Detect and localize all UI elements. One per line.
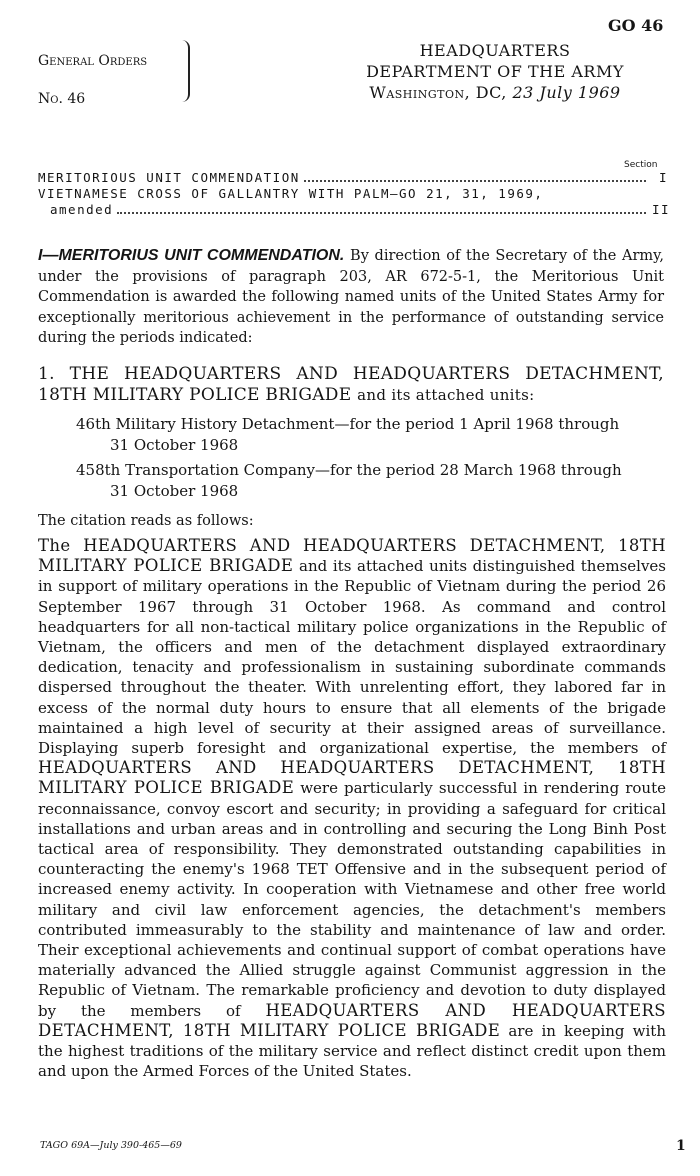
toc-row <box>38 202 671 218</box>
toc-leader <box>304 170 646 182</box>
toc-title: amended <box>50 202 114 217</box>
toc-section: I <box>658 170 668 185</box>
place-date <box>340 82 650 103</box>
citation-unit-name: HEADQUARTERS AND HEADQUARTERS DETACHMENT, 18TH MILITARY POLICE BRIGADE <box>38 1000 666 1040</box>
hq-line-1: HEADQUARTERS <box>419 41 571 60</box>
hq-line-2: DEPARTMENT OF THE ARMY <box>366 62 624 81</box>
headquarters-block <box>340 40 650 103</box>
go-number: GO 46 <box>608 16 664 35</box>
sub-unit-line: 458th Transportation Company—for the period 28 March 1968 through <box>76 461 622 479</box>
page-number: 1 <box>676 1138 686 1154</box>
sub-unit-item <box>76 414 664 455</box>
toc-title: MERITORIOUS UNIT COMMENDATION <box>38 170 300 185</box>
section-text: By direction of the Secretary of the Army, under the provisions of paragraph 203, AR 672-5-1, the Meritorious Unit Commendation is awarded the following named units of the United States Army for exceptionally meritorious achievement in the performance of outstanding service during the periods indicated: <box>38 248 665 346</box>
citation-intro: The citation reads as follows: <box>38 513 254 529</box>
citation-unit-name: The HEADQUARTERS AND HEADQUARTERS DETACHMENT, 18TH MILITARY POLICE BRIGADE <box>38 536 666 576</box>
toc-column-label: Section <box>624 160 658 170</box>
citation-unit-name: HEADQUARTERS AND HEADQUARTERS DETACHMENT, 18TH MILITARY POLICE BRIGADE <box>38 758 666 798</box>
sub-unit-line: 46th Military History Detachment—for the period 1 April 1968 through <box>76 415 620 433</box>
orders-number: No. 46 <box>38 91 86 107</box>
citation-body: and its attached units distinguished themselves in support of military operations in the Republic of Vietnam during the period 26 September 1967 through 31 October 1968. As command and control headquarters for all non-tactical military police organizations in the Republic of Vietnam, the officers and men of the detachment displayed extraordinary dedication, tenacity and professionalism in sustaining subordinate commands dispersed throughout the theater. With unrelenting effort, they labored far in excess of the normal duty hours to ensure that all elements of the brigade maintained a high level of security at their assigned areas of surveillance. Displaying superb foresight and organizational expertise, the members of <box>38 557 666 758</box>
unit-heading-cont: and its attached units: <box>357 386 535 404</box>
sub-unit-period-end: 31 October 1968 <box>110 435 239 454</box>
sub-unit-item <box>76 460 664 501</box>
toc-leader <box>117 202 646 214</box>
toc-section: II <box>652 202 671 217</box>
unit-heading-caps: 1. THE HEADQUARTERS AND HEADQUARTERS DETACHMENT, 18TH MILITARY POLICE BRIGADE <box>38 364 664 405</box>
table-of-contents <box>38 170 671 218</box>
date: 23 July 1969 <box>512 83 621 102</box>
toc-row <box>38 170 668 186</box>
orders-block <box>38 42 147 118</box>
place: Washington, DC, <box>369 83 507 102</box>
citation-body: were particularly successful in rendering route reconnaissance, convoy escort and security; in providing a safeguard for critical installations and urban areas and in controlling and securing the Long Binh Post tactical area of responsibility. They demonstrated outstanding capabilities in counteracting the enemy's 1968 TET Offensive and in the subsequent period of increased enemy activity. In cooperation with Vietnamese and other free world military and civil law enforcement agencies, the detachment's members contributed immeasurably to the stability and maintenance of law and order. Their exceptional achievements and continual support of combat operations have materially advanced the Allied struggle against Communist aggression in the Republic of Vietnam. The remarkable proficiency and devotion to duty displayed by the members of <box>38 779 666 1020</box>
orders-label: General Orders <box>38 53 148 69</box>
sub-unit-period-end: 31 October 1968 <box>110 481 239 500</box>
citation-body: are in keeping with the highest traditions of the military service and reflect distinct credit upon them and upon the Armed Forces of the United States. <box>38 1021 666 1081</box>
section-title: I—MERITORIUS UNIT COMMENDATION. <box>38 247 345 264</box>
toc-row <box>38 186 668 202</box>
unit-heading <box>38 364 664 406</box>
toc-title: VIETNAMESE CROSS OF GALLANTRY WITH PALM—GO 21, 31, 1969, <box>38 186 544 201</box>
section-one-paragraph <box>38 246 664 349</box>
footer-tag: TAGO 69A—July 390-465—69 <box>40 1140 182 1151</box>
citation-text <box>38 536 666 1081</box>
brace-divider <box>178 40 190 102</box>
